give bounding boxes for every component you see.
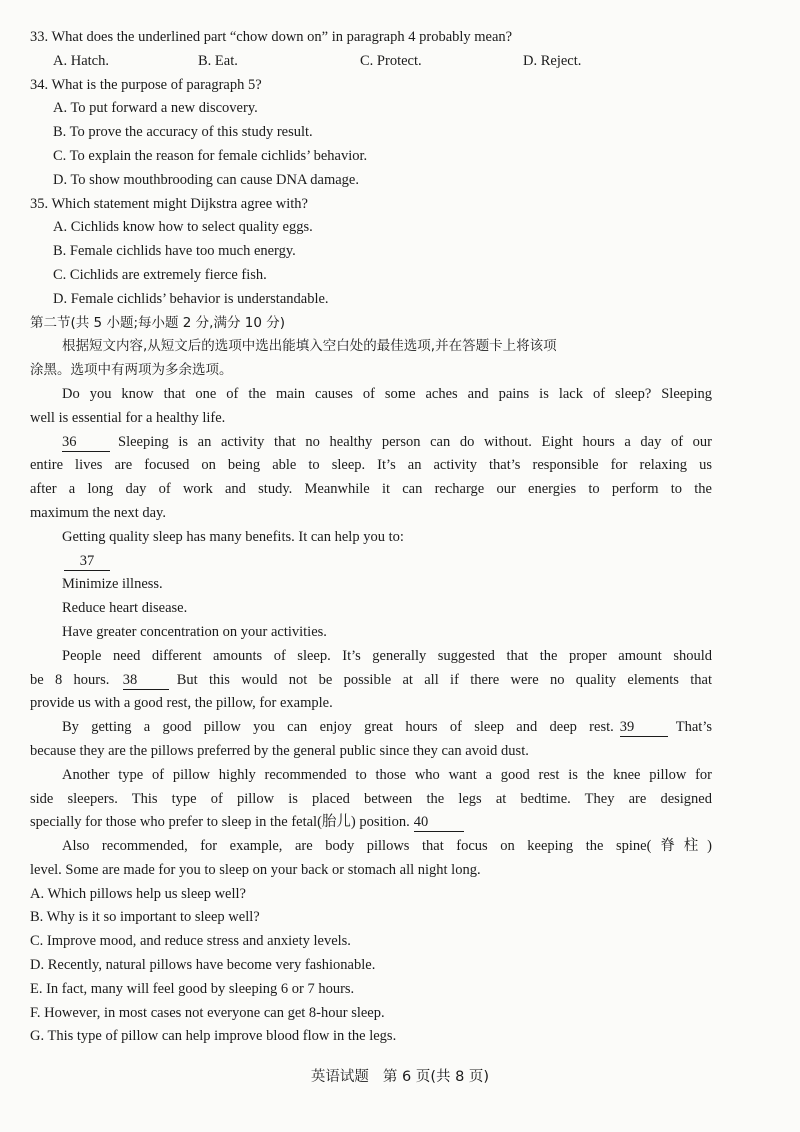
option-d: D. To show mouthbrooding can cause DNA damage.: [53, 171, 359, 188]
blank-40: 40: [414, 813, 464, 832]
page-footer: [0, 1066, 800, 1090]
question-number: 34.: [30, 76, 49, 93]
passage-text: But this would not be possible at all if there were no quality elements that: [176, 671, 712, 688]
question-35: [30, 193, 712, 217]
passage-line: [30, 811, 712, 835]
option-a: A. Hatch.: [53, 52, 109, 69]
section-instruction: 根据短文内容,从短文后的选项中选出能填入空白处的最佳选项,并在答题卡上将该项: [62, 338, 557, 355]
option-b: B. Eat.: [198, 52, 238, 69]
question-stem: Which statement might Dijkstra agree with?: [51, 195, 308, 212]
answer-option-c: C. Improve mood, and reduce stress and anxiety levels.: [30, 933, 351, 950]
passage-text: be 8 hours.: [30, 671, 110, 688]
option-a: A. To put forward a new discovery.: [53, 100, 258, 117]
option-a: A. Cichlids know how to select quality eggs.: [53, 219, 313, 236]
passage-line: side sleepers. This type of pillow is placed between the legs at bedtime. They are designed: [30, 790, 712, 807]
option-d: D. Reject.: [523, 52, 582, 69]
answer-option-e: E. In fact, many will feel good by sleeping 6 or 7 hours.: [30, 980, 355, 997]
passage-line: Another type of pillow highly recommended to those who want a good rest is the knee pillow for: [62, 766, 712, 783]
passage-line: level. Some are made for you to sleep on your back or stomach all night long.: [30, 861, 481, 878]
passage-text: specially for those who prefer to sleep in the fetal(胎儿) position.: [30, 814, 410, 831]
answer-option-d: D. Recently, natural pillows have become very fashionable.: [30, 957, 376, 974]
passage-line: Also recommended, for example, are body pillows that focus on keeping the spine(脊柱): [62, 838, 712, 855]
option-c: C. Protect.: [360, 52, 422, 69]
passage-text: Sleeping is an activity that no healthy person can do without. Eight hours a day of our: [118, 433, 712, 450]
blank-36: 36: [62, 433, 110, 452]
answer-option-a: A. Which pillows help us sleep well?: [30, 885, 246, 902]
question-33: [30, 26, 712, 50]
passage-line: Getting quality sleep has many benefits. It can help you to:: [62, 528, 404, 545]
section-instruction: 涂黑。选项中有两项为多余选项。: [30, 362, 233, 379]
question-33-options: [30, 50, 712, 74]
passage-line: [30, 550, 712, 574]
passage-line: Do you know that one of the main causes of some aches and pains is lack of sleep? Sleeping: [62, 385, 712, 402]
benefit-item: Minimize illness.: [62, 576, 163, 593]
passage-text: By getting a good pillow you can enjoy great hours of sleep and deep rest.: [62, 719, 614, 736]
blank-39: 39: [620, 718, 668, 737]
option-d: D. Female cichlids’ behavior is understandable.: [53, 290, 329, 307]
passage-line: [30, 716, 712, 740]
question-number: 33.: [30, 29, 49, 45]
exam-page: [30, 26, 712, 1049]
blank-37: 37: [64, 552, 110, 571]
blank-38: 38: [123, 671, 169, 690]
benefit-item: Have greater concentration on your activities.: [62, 623, 327, 640]
passage-line: entire lives are focused on being able to sleep. It’s an activity that’s responsible for relaxing us: [30, 457, 712, 474]
answer-option-b: B. Why is it so important to sleep well?: [30, 909, 260, 926]
question-stem: What does the underlined part “chow down on” in paragraph 4 probably mean?: [51, 29, 513, 45]
answer-option-g: G. This type of pillow can help improve blood flow in the legs.: [30, 1028, 397, 1045]
option-c: C. Cichlids are extremely fierce fish.: [53, 266, 267, 283]
passage-line: provide us with a good rest, the pillow, for example.: [30, 695, 333, 712]
benefit-item: Reduce heart disease.: [62, 600, 188, 617]
passage-line: People need different amounts of sleep. It’s generally suggested that the proper amount should: [62, 647, 712, 664]
footer-page-number: 第 6 页(共 8 页): [382, 1069, 490, 1085]
passage-line: after a long day of work and study. Meanwhile it can recharge our energies to perform to the: [30, 481, 712, 498]
passage-line: well is essential for a healthy life.: [30, 409, 226, 426]
passage-line: maximum the next day.: [30, 504, 166, 521]
footer-subject: 英语试题: [310, 1069, 369, 1085]
option-c: C. To explain the reason for female cichlids’ behavior.: [53, 147, 368, 164]
passage-line: [30, 669, 712, 693]
question-stem: What is the purpose of paragraph 5?: [51, 76, 262, 93]
answer-option-f: F. However, in most cases not everyone can get 8-hour sleep.: [30, 1004, 385, 1021]
question-number: 35.: [30, 195, 49, 212]
passage-text: That’s: [675, 719, 712, 736]
section-heading: 第二节(共 5 小题;每小题 2 分,满分 10 分): [30, 314, 285, 331]
question-34: [30, 74, 712, 98]
option-b: B. Female cichlids have too much energy.: [53, 243, 296, 260]
passage-line: because they are the pillows preferred by the general public since they can avoid dust.: [30, 742, 529, 759]
passage-line: [30, 431, 712, 455]
option-b: B. To prove the accuracy of this study result.: [53, 124, 313, 141]
